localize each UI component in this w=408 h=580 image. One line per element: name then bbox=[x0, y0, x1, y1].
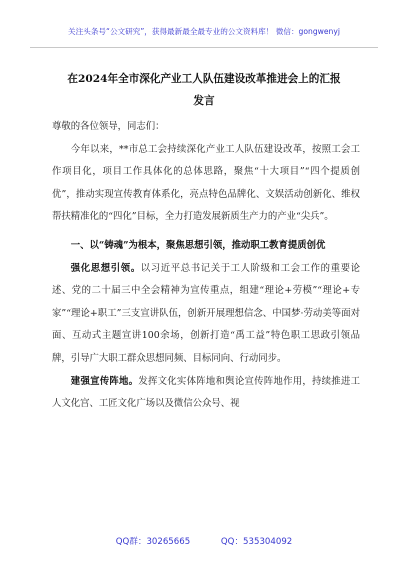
document-body bbox=[52, 116, 360, 416]
qq-number: 535304092 bbox=[243, 537, 293, 547]
paragraph-1-lead: 强化思想引领。 bbox=[70, 262, 141, 274]
intro-paragraph: 今年以来，**市总工会持续深化产业工人队伍建设改革，按照工会工作项目化，项目工作具体化的总体思路，聚焦“十大项目”“四个提质创优”，推动实现宣传教育体系化，亮点特色品牌化、文娱活动创新化、维权帮扶精准化的“四化”目标，全力打造发展新质生产力的产业“尖兵”。 bbox=[52, 143, 360, 223]
qq-label: QQ： bbox=[220, 537, 244, 547]
document-title-line2: 发言 bbox=[193, 95, 215, 107]
paragraph-2 bbox=[52, 371, 360, 416]
document-title bbox=[56, 68, 352, 112]
paragraph-1-text: 以习近平总书记关于工人阶级和工会工作的重要论述、党的二十届三中全会精神为宣传重点，组建“理论+劳模”“理论+专家”“理论+职工”三支宣讲队伍，创新开展理想信念、中国梦·劳动美等面对面、互动式主题宣讲100余场，创新打造“禹工益”特色职工思政引领品牌，引导广大职工群众思想同频、目标同向、行动同步。 bbox=[52, 262, 360, 364]
paragraph-2-text: 发挥文化实体阵地和舆论宣传阵地作用，持续推进工人文化宫、工匠文化广场以及微信公众号、视 bbox=[52, 375, 360, 410]
page-header-notice: 关注头条号“公文研究”，获得最新最全最专业的公文资料库！ 微信：gongwenyj bbox=[68, 27, 340, 36]
qq-contact bbox=[221, 537, 292, 547]
paragraph-1 bbox=[52, 258, 360, 371]
page-footer-contact bbox=[0, 535, 408, 547]
header-divider bbox=[30, 47, 378, 48]
section-heading-1: 一、以“铸魂”为根本，聚焦思想引领，推动职工教育提质创优 bbox=[70, 239, 326, 251]
qq-group-number: 30265665 bbox=[146, 537, 191, 547]
paragraph-2-lead: 建强宣传阵地。 bbox=[70, 375, 139, 387]
qq-group-contact bbox=[116, 537, 190, 547]
qq-group-label: QQ群： bbox=[115, 537, 147, 547]
document-title-line1: 在2024年全市深化产业工人队伍建设改革推进会上的汇报 bbox=[67, 73, 341, 85]
greeting: 尊敬的各位领导，同志们： bbox=[52, 121, 165, 132]
